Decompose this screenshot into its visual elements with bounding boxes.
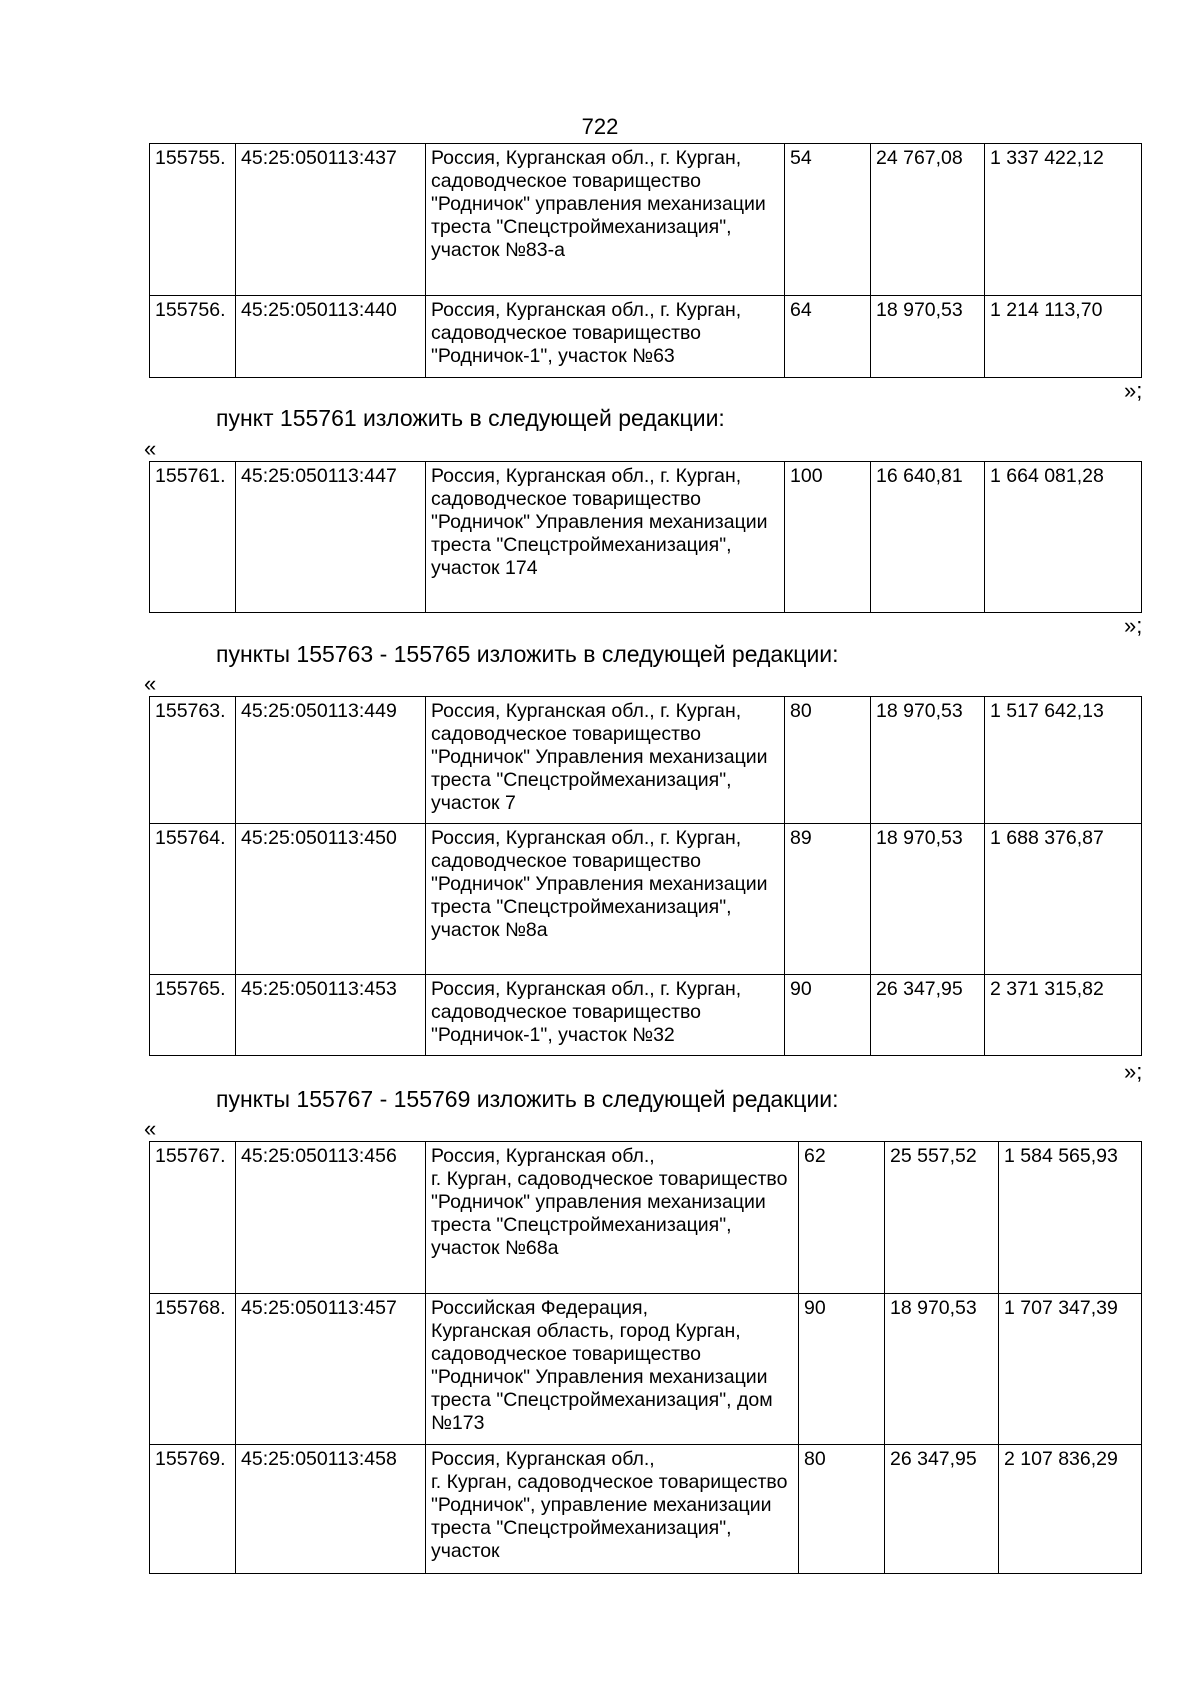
total-value: 2 107 836,29 (999, 1445, 1142, 1574)
unit-price: 25 557,52 (885, 1142, 999, 1294)
total-value: 1 688 376,87 (985, 824, 1142, 975)
address: Россия, Курганская обл., г. Курган, садоводческое товарищество "Родничок" Управления механизации треста "Спецстроймеханизация", участок 7 (426, 697, 785, 824)
opening-quote: « (144, 1116, 157, 1141)
unit-price: 26 347,95 (871, 975, 985, 1056)
page-number: 722 (581, 114, 619, 139)
row-number: 155767. (150, 1142, 236, 1294)
area: 64 (785, 296, 871, 378)
cadastral-number: 45:25:050113:449 (236, 697, 426, 824)
cadastral-number: 45:25:050113:456 (236, 1142, 426, 1294)
row-number: 155769. (150, 1445, 236, 1574)
closing-quote: »; (1124, 613, 1143, 638)
address: Россия, Курганская обл., г. Курган, садоводческое товарищество "Родничок-1", участок №32 (426, 975, 785, 1056)
total-value: 1 517 642,13 (985, 697, 1142, 824)
cadastral-number: 45:25:050113:450 (236, 824, 426, 975)
closing-quote: »; (1124, 1059, 1143, 1084)
instruction-text: пункт 155761 изложить в следующей редакции: (216, 405, 725, 431)
cadastral-number: 45:25:050113:457 (236, 1294, 426, 1445)
cadastral-number: 45:25:050113:440 (236, 296, 426, 378)
row-number: 155755. (150, 144, 236, 296)
instruction-text: пункты 155763 - 155765 изложить в следующей редакции: (216, 641, 839, 667)
row-number: 155756. (150, 296, 236, 378)
table-row (150, 1142, 1142, 1294)
unit-price: 18 970,53 (871, 296, 985, 378)
row-number: 155765. (150, 975, 236, 1056)
total-value: 1 584 565,93 (999, 1142, 1142, 1294)
address: Россия, Курганская обл., г. Курган, садоводческое товарищество "Родничок", управление механизации треста "Спецстроймеханизация", участок (426, 1445, 799, 1574)
total-value: 1 707 347,39 (999, 1294, 1142, 1445)
land-table-4 (149, 1141, 1142, 1574)
row-number: 155761. (150, 462, 236, 613)
cadastral-number: 45:25:050113:437 (236, 144, 426, 296)
land-table-2 (149, 461, 1142, 613)
unit-price: 18 970,53 (871, 824, 985, 975)
unit-price: 18 970,53 (871, 697, 985, 824)
area: 62 (799, 1142, 885, 1294)
opening-quote: « (144, 671, 157, 696)
closing-quote: »; (1124, 378, 1143, 403)
table-row (150, 824, 1142, 975)
area: 89 (785, 824, 871, 975)
table-row (150, 462, 1142, 613)
cadastral-number: 45:25:050113:453 (236, 975, 426, 1056)
land-table-1 (149, 143, 1142, 378)
unit-price: 26 347,95 (885, 1445, 999, 1574)
address: Россия, Курганская обл., г. Курган, садоводческое товарищество "Родничок" управления механизации треста "Спецстроймеханизация", участок №68а (426, 1142, 799, 1294)
table-row (150, 1445, 1142, 1574)
area: 100 (785, 462, 871, 613)
unit-price: 16 640,81 (871, 462, 985, 613)
row-number: 155764. (150, 824, 236, 975)
total-value: 1 337 422,12 (985, 144, 1142, 296)
table-row (150, 144, 1142, 296)
row-number: 155768. (150, 1294, 236, 1445)
address: Россия, Курганская обл., г. Курган, садоводческое товарищество "Родничок" Управления механизации треста "Спецстроймеханизация", участок 174 (426, 462, 785, 613)
address: Россия, Курганская обл., г. Курган, садоводческое товарищество "Родничок-1", участок №63 (426, 296, 785, 378)
row-number: 155763. (150, 697, 236, 824)
area: 80 (799, 1445, 885, 1574)
table-row (150, 296, 1142, 378)
land-table-3 (149, 696, 1142, 1056)
table-row (150, 1294, 1142, 1445)
cadastral-number: 45:25:050113:447 (236, 462, 426, 613)
area: 80 (785, 697, 871, 824)
opening-quote: « (144, 436, 157, 461)
address: Российская Федерация, Курганская область, город Курган, садоводческое товарищество "Родничок" Управления механизации треста "Спецстроймеханизация", дом №173 (426, 1294, 799, 1445)
total-value: 1 214 113,70 (985, 296, 1142, 378)
unit-price: 24 767,08 (871, 144, 985, 296)
total-value: 2 371 315,82 (985, 975, 1142, 1056)
area: 90 (785, 975, 871, 1056)
cadastral-number: 45:25:050113:458 (236, 1445, 426, 1574)
instruction-text: пункты 155767 - 155769 изложить в следующей редакции: (216, 1086, 839, 1112)
address: Россия, Курганская обл., г. Курган, садоводческое товарищество "Родничок" управления механизации треста "Спецстроймеханизация", участок №83-а (426, 144, 785, 296)
total-value: 1 664 081,28 (985, 462, 1142, 613)
table-row (150, 975, 1142, 1056)
area: 54 (785, 144, 871, 296)
table-row (150, 697, 1142, 824)
unit-price: 18 970,53 (885, 1294, 999, 1445)
area: 90 (799, 1294, 885, 1445)
address: Россия, Курганская обл., г. Курган, садоводческое товарищество "Родничок" Управления механизации треста "Спецстроймеханизация", участок №8а (426, 824, 785, 975)
